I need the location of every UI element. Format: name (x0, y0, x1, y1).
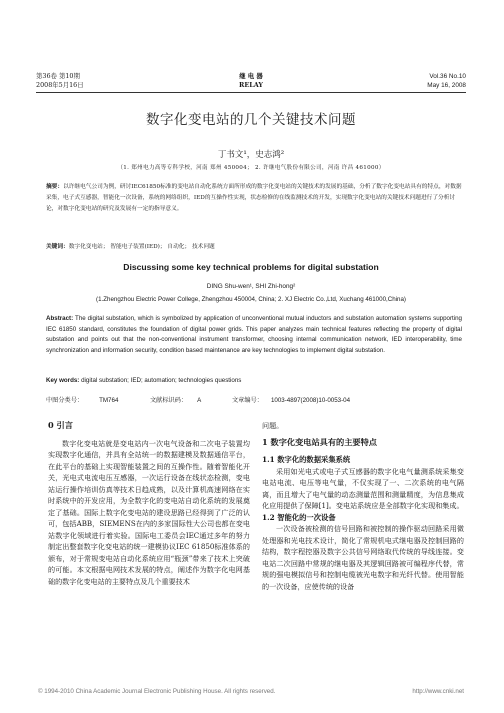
article-value: 1003-4897(2008)10-0053-04 (270, 397, 351, 404)
keywords-en-label: Key words: (46, 377, 80, 384)
doc-label: 文献标识码： (150, 397, 188, 404)
authors-en: DING Shu-wen¹, SHI Zhi-hong² (206, 283, 296, 290)
running-header (36, 72, 466, 94)
header-date-en: May 16, 2008 (427, 82, 466, 89)
article-number (232, 395, 350, 404)
abstract-en (46, 314, 462, 356)
keywords-cn-label: 关键词： (46, 244, 69, 250)
footer-link[interactable]: http://www.cnki.net (412, 688, 464, 695)
abstract-en-label: Abstract: (46, 315, 74, 322)
section-heading: 0 引言 (48, 420, 73, 430)
abstract-en-text: The digital substation, which is symbolized by application of unconventional mutual inductors and substation automation systems supporting IEC 61850 standard, constitutes the foundation of digital power grids. This paper analyzes main technical features reflecting the property of digital substation and points out that the non-conventional instrument transformer, choosing internal communication network, IED interoperability, time synchronization and information security, condition based maintenance are key technologies to implement digital substation. (46, 315, 463, 354)
keywords-en-text: digital substation; IED; automation; technologies questions (81, 377, 242, 384)
body-column-right (262, 420, 464, 592)
subsection-heading: 1.2 智能化的一次设备 (262, 512, 336, 522)
copyright-notice: © 1994-2010 China Academic Journal Electronic Publishing House. All rights reserved. (38, 688, 276, 695)
abstract-cn (46, 182, 462, 216)
paragraph: 数字化变电站就是变电站内一次电气设备和二次电子装置均实现数字化通信，并具有全站统一的数据建模及数据通信平台，在此平台的基础上实现智能装置之间的互操作性。随着智能化开关，光电式电流电压互感器，一次运行设备在线状态检测，变电站运行操作培训仿真等技术日趋成熟，以及计算机高速网络在实时系统中的开发应用，为全数字化的变电站自动化系统的发展奠定了基础。国际上数字化变电站的建设思路已经得到了广泛的认可，包括ABB，SIEMENS在内的多家国际性大公司也都在变电站数字化领域进行着实验。国际电工委员会IEC通过多年的努力制定出整套数字化变电站的统一建模协议IEC 61850标准体系的颁布，对于常规变电站自动化系统应用“瓶颈”带来了技术上突破的可能。本文根据电网技术发展的特点，阐述作为数字化电网基础的数字化变电站的主要特点及几个重要技术 (48, 438, 250, 586)
body-column-left (48, 420, 250, 587)
title-cn: 数字化变电站的几个关键技术问题 (146, 112, 356, 128)
keywords-cn (46, 241, 462, 250)
header-journal-en: RELAY (239, 81, 263, 89)
header-volume: 第36卷 第10期 (36, 72, 80, 80)
subsection-heading: 1.1 数字化的数据采集系统 (262, 455, 351, 464)
header-journal (36, 72, 466, 90)
article-label: 文章编号： (232, 397, 263, 404)
section-heading: 1 数字化变电站具有的主要特点 (262, 436, 377, 447)
header-rule (36, 92, 466, 93)
paragraph: 问题。 (262, 421, 284, 430)
keywords-en (46, 377, 462, 384)
affiliation-cn: （1. 郑州电力高等专科学校，河南 郑州 450004； 2. 许继电气股份有限公司，河南 许昌 461000） (117, 165, 385, 171)
clc-number (46, 395, 118, 404)
paragraph: 一次设备被检测的信号回路和被控制的操作驱动回路采用微处理器和光电技术设计，简化了常规机电式继电器及控制回路的结构，数字程控器及数字公共信号网络取代传统的导线连接。变电站二次回路中常规的继电器及其逻辑回路被可编程序代替，常规的强电模拟信号和控制电缆被光电数字和光纤代替。使用智能的一次设备，应使传统的设备 (262, 524, 464, 591)
clc-label: 中图分类号： (46, 397, 84, 404)
keywords-cn-text: 数字化变电站； 智能电子装置(IED)； 自动化； 技术问题 (68, 244, 215, 250)
paragraph: 采用如光电式或电子式互感器的数字化电气量测系统采集变电站电流、电压等电气量，不仅实现了一、二次系统的电气隔离，而且增大了电气量的动态测量范围和测量精度，为信息集成化应用提供了保障[1]。变电站系统应是全部数字化实现和集成。 (262, 466, 464, 510)
header-volume-date-en (427, 72, 466, 90)
doc-value: A (197, 397, 202, 404)
title-en: Discussing some key technical problems for digital substation (123, 262, 379, 272)
doc-code (150, 395, 201, 404)
clc-value: TM764 (99, 397, 119, 404)
abstract-cn-text: 以许继电气公司为例，研讨IEC61850标准的变电站自动化系统方面所形成的数字化变电站的关键技术的发展的基础，分析了数字化变电站具有的特点，对数据采集，电子式互感器，智能化一次设备，系统的网络组织，IED的互操作性实现，状态检修的在线监测技术的开发，实现数字化变电站的关键技术问题进行了分析讨论，对数字化变电站的研究及发展有一定的指导意义。 (46, 184, 462, 213)
affiliation-en: (1.Zhengzhou Electric Power College, Zhengzhou 450004, China; 2. XJ Electric Co.,Ltd, Xuchang 461000,China) (96, 296, 406, 303)
abstract-cn-label: 摘要： (46, 184, 64, 190)
header-date: 2008年5月16日 (36, 81, 84, 89)
header-journal-cn: 继 电 器 (239, 72, 263, 80)
header-volume-en: Vol.36 No.10 (429, 73, 466, 80)
authors-cn: 丁书文¹，史志鸿² (217, 150, 285, 160)
